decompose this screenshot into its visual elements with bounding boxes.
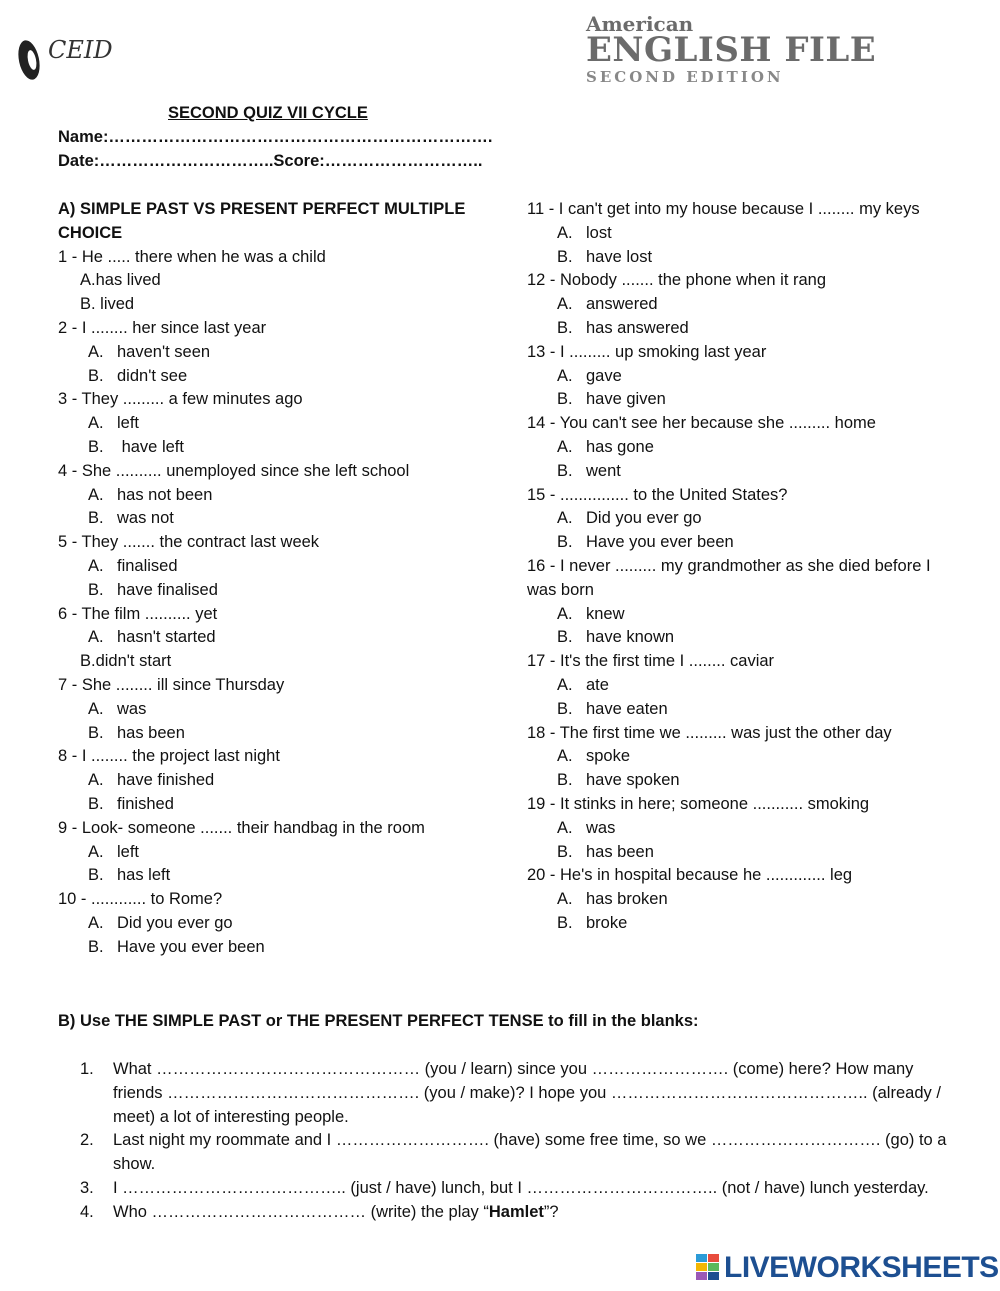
item-text: Who ………………………………… (write) the play “ [113,1202,489,1221]
section-a-right-column [527,198,947,936]
answer-option[interactable] [527,460,947,484]
question-text: 19 - It stinks in here; someone ........... smoking [527,794,870,813]
option-letter: B. [88,437,104,456]
question-5 [58,531,478,602]
option-text: B. lived [80,295,135,314]
option-letter: B. [557,390,573,409]
answer-option[interactable] [527,436,947,460]
question-20 [527,864,947,935]
answer-option[interactable] [58,698,478,722]
option-text: have given [586,390,666,409]
answer-option[interactable] [58,936,478,960]
question-4 [58,460,478,531]
question-11 [527,198,947,269]
option-text: haven't seen [117,342,211,361]
fill-blank-item-2[interactable] [80,1129,950,1177]
option-text: broke [586,913,628,932]
option-text: have lost [586,247,653,266]
option-text: lost [586,223,612,242]
answer-option[interactable] [58,722,478,746]
option-text: left [117,842,140,861]
question-2 [58,317,478,388]
fill-blank-item-1[interactable] [80,1058,950,1129]
option-text: Did you ever go [117,913,233,932]
option-text: A.has lived [80,271,161,290]
option-letter: A. [557,675,573,694]
option-text: has not been [117,485,213,504]
item-text: What ………………………………………… (you / learn) since you ……………………. (come) here? How many friends ………………………………………. (you / make)? I hope you ……………………………………….. (already / meet) a lot of interesting people. [113,1060,941,1126]
option-letter: B. [557,461,573,480]
play-title: Hamlet [488,1202,544,1221]
item-number: 2. [80,1131,94,1150]
option-letter: B. [557,533,573,552]
option-letter: A. [557,295,573,314]
option-letter: A. [88,699,104,718]
page-title: SECOND QUIZ VII CYCLE [168,104,368,122]
question-text: 1 - He ..... there when he was a child [58,247,326,266]
option-letter: A. [557,366,573,385]
option-text: ate [586,675,609,694]
answer-option[interactable] [58,555,478,579]
option-text: have left [117,437,184,456]
option-letter: B. [88,580,104,599]
option-text: was [586,818,616,837]
brand-logo [586,12,876,86]
question-19 [527,793,947,864]
question-text: 3 - They ......... a few minutes ago [58,390,303,409]
answer-option[interactable] [527,769,947,793]
question-text: 16 - I never ......... my grandmother as she died before I was born [527,556,931,599]
question-text: 12 - Nobody ....... the phone when it rang [527,271,827,290]
option-text: Have you ever been [117,937,265,956]
question-text: 11 - I can't get into my house because I ........ my keys [527,200,920,218]
question-text: 17 - It's the first time I ........ caviar [527,652,775,671]
question-text: 8 - I ........ the project last night [58,747,280,766]
fill-blank-item-4[interactable] [80,1201,950,1225]
option-letter: A. [557,509,573,528]
answer-option[interactable] [527,841,947,865]
liveworksheets-icon [696,1254,720,1282]
question-9 [58,817,478,888]
option-text: has been [586,842,654,861]
option-text: finalised [117,556,178,575]
liveworksheets-logo [696,1252,999,1284]
option-letter: A. [557,437,573,456]
answer-option[interactable] [527,817,947,841]
item-number: 4. [80,1202,94,1221]
question-13 [527,341,947,412]
ceid-handwritten-logo [12,28,132,88]
option-letter: B. [88,794,104,813]
answer-option[interactable] [527,365,947,389]
answer-option[interactable] [527,531,947,555]
answer-option[interactable] [527,698,947,722]
question-1 [58,246,478,317]
answer-option[interactable] [58,484,478,508]
option-text: went [586,461,621,480]
answer-option[interactable] [527,222,947,246]
option-text: spoke [586,747,631,766]
question-text: 9 - Look- someone ....... their handbag in the room [58,818,425,837]
option-text: has gone [586,437,654,456]
answer-option[interactable] [58,365,478,389]
option-letter: A. [88,842,104,861]
question-text: 2 - I ........ her since last year [58,318,267,337]
option-text: left [117,414,140,433]
option-letter: A. [557,747,573,766]
brand-line2: ENGLISH FILE [586,30,877,70]
answer-option[interactable] [58,650,478,674]
option-letter: B. [557,771,573,790]
section-b-list [80,1058,950,1225]
question-3 [58,388,478,459]
option-letter: A. [88,628,104,647]
option-letter: B. [557,628,573,647]
option-letter: A. [88,556,104,575]
question-text: 7 - She ........ ill since Thursday [58,675,285,694]
answer-option[interactable] [58,793,478,817]
question-15 [527,484,947,555]
question-14 [527,412,947,483]
answer-option[interactable] [527,888,947,912]
item-number: 3. [80,1178,94,1197]
option-text: has been [117,723,185,742]
answer-option[interactable] [58,912,478,936]
option-text: has left [117,866,171,885]
option-text: have spoken [586,771,680,790]
answer-option[interactable] [527,507,947,531]
answer-option[interactable] [527,912,947,936]
option-text: hasn't started [117,628,216,647]
option-text: have finished [117,771,215,790]
option-letter: B. [88,723,104,742]
option-text: has broken [586,890,668,909]
name-field[interactable]: Name:……………………………………………………………. [58,128,493,146]
section-b-title: B) Use THE SIMPLE PAST or THE PRESENT PERFECT TENSE to fill in the blanks: [58,1012,699,1030]
option-letter: B. [557,842,573,861]
option-letter: A. [88,342,104,361]
option-text: knew [586,604,625,623]
option-letter: A. [557,890,573,909]
option-letter: B. [88,866,104,885]
question-10 [58,888,478,959]
option-text: have known [586,628,675,647]
option-letter: A. [88,771,104,790]
option-letter: A. [88,485,104,504]
question-text: 20 - He's in hospital because he ............. leg [527,866,853,885]
answer-option[interactable] [527,626,947,650]
option-letter: A. [557,604,573,623]
option-letter: B. [557,699,573,718]
option-letter: B. [88,366,104,385]
answer-option[interactable] [58,864,478,888]
item-text: ”? [543,1202,559,1221]
question-6 [58,603,478,674]
answer-option[interactable] [58,841,478,865]
question-text: 6 - The film .......... yet [58,604,218,623]
answer-option[interactable] [527,603,947,627]
question-8 [58,745,478,816]
option-letter: B. [88,509,104,528]
fill-blank-item-3[interactable] [80,1177,950,1201]
item-text: Last night my roommate and I ………………………. (have) some free time, so we …………………………. (go) to a show. [113,1131,947,1174]
section-a-left-column [58,198,478,960]
option-text: have eaten [586,699,668,718]
item-text: I ………………………………….. (just / have) lunch, but I …………………………….. (not / have) lunch yesterday. [113,1178,929,1197]
option-letter: B. [557,913,573,932]
question-text: 18 - The first time we ......... was just the other day [527,723,892,742]
option-text: gave [586,366,622,385]
logo-text: CEID [48,36,113,64]
option-text: has answered [586,318,689,337]
answer-option[interactable] [58,507,478,531]
brand-line3: SECOND EDITION [586,68,784,86]
answer-option[interactable] [527,745,947,769]
item-number: 1. [80,1060,94,1078]
answer-option[interactable] [527,246,947,270]
option-text: was [117,699,147,718]
option-text: didn't see [117,366,188,385]
brand-line1: American [586,12,694,36]
answer-option[interactable] [527,293,947,317]
question-text: 5 - They ....... the contract last week [58,533,320,552]
option-letter: A. [557,818,573,837]
option-letter: B. [557,247,573,266]
option-letter: A. [557,223,573,242]
option-text: Have you ever been [586,533,734,552]
option-text: Did you ever go [586,509,702,528]
liveworksheets-text: LIVEWORKSHEETS [724,1251,999,1284]
option-text: answered [586,295,658,314]
option-letter: B. [557,318,573,337]
answer-option[interactable] [58,626,478,650]
option-text: B.didn't start [80,652,172,671]
question-12 [527,269,947,340]
question-17 [527,650,947,721]
answer-option[interactable] [58,269,478,293]
option-letter: B. [88,937,104,956]
answer-option[interactable] [58,769,478,793]
answer-option[interactable] [527,674,947,698]
option-text: have finalised [117,580,218,599]
option-letter: A. [88,414,104,433]
option-text: finished [117,794,174,813]
question-text: 14 - You can't see her because she ......... home [527,414,876,433]
question-18 [527,722,947,793]
answer-option[interactable] [58,412,478,436]
question-text: 15 - ............... to the United States? [527,485,788,504]
section-a-title: A) SIMPLE PAST VS PRESENT PERFECT MULTIPLE CHOICE [58,200,466,242]
question-text: 13 - I ......... up smoking last year [527,342,767,361]
question-text: 10 - ............ to Rome? [58,890,223,909]
answer-option[interactable] [527,317,947,341]
answer-option[interactable] [527,388,947,412]
question-text: 4 - She .......... unemployed since she left school [58,461,410,480]
option-letter: A. [88,913,104,932]
date-score-field[interactable]: Date:…………………………..Score:……………………….. [58,152,483,170]
answer-option[interactable] [58,436,478,460]
question-7 [58,674,478,745]
answer-option[interactable] [58,293,478,317]
answer-option[interactable] [58,579,478,603]
option-text: was not [117,509,174,528]
question-16 [527,555,947,650]
answer-option[interactable] [58,341,478,365]
